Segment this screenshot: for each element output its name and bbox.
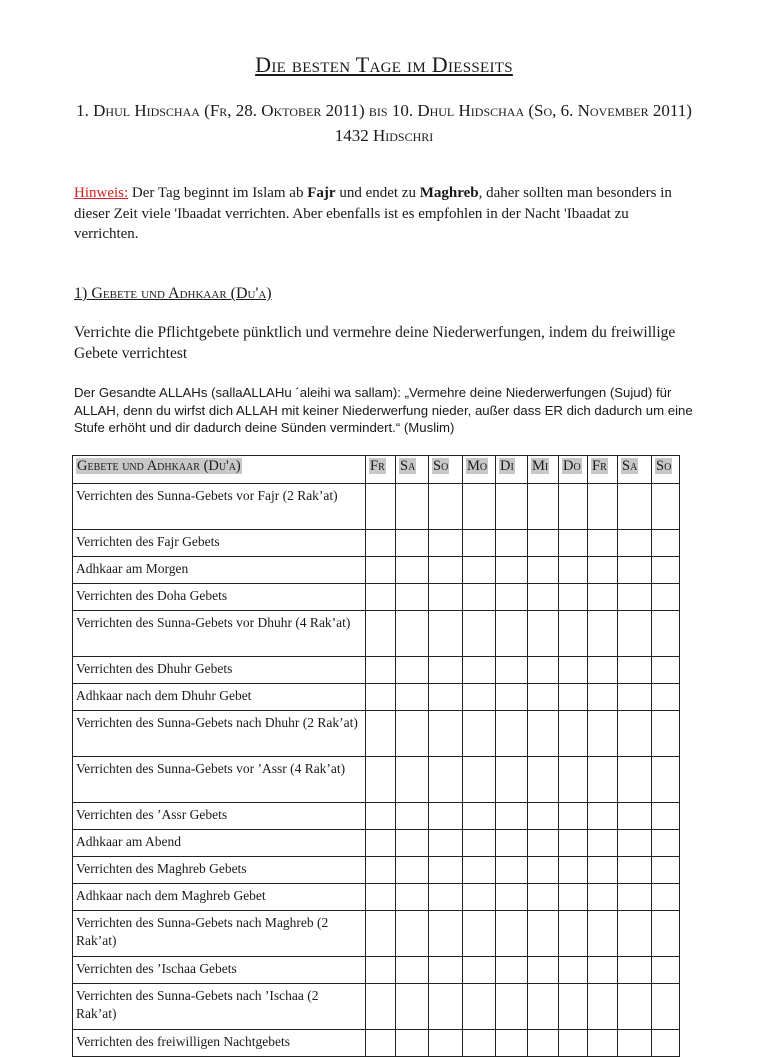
day-checkbox-cell[interactable]	[618, 484, 652, 530]
note-text: und endet zu	[335, 185, 420, 201]
table-header-activity: Gebete und Adhkaar (Du'a)	[73, 456, 366, 484]
day-checkbox-cell[interactable]	[559, 911, 588, 957]
activity-cell: Adhkaar nach dem Maghreb Gebet	[73, 884, 366, 911]
table-header-day: Sa	[618, 456, 652, 484]
table-body	[73, 484, 680, 1057]
table-row	[73, 857, 680, 884]
table-row	[73, 684, 680, 711]
day-checkbox-cell[interactable]	[366, 830, 396, 857]
day-checkbox-cell[interactable]	[366, 803, 396, 830]
day-checkbox-cell[interactable]	[463, 557, 496, 584]
day-checkbox-cell[interactable]	[366, 884, 396, 911]
day-checkbox-cell[interactable]	[463, 530, 496, 557]
day-checkbox-cell[interactable]	[396, 530, 429, 557]
table-row	[73, 584, 680, 611]
day-checkbox-cell[interactable]	[396, 557, 429, 584]
day-checkbox-cell[interactable]	[463, 984, 496, 1030]
day-checkbox-cell[interactable]	[366, 657, 396, 684]
day-checkbox-cell[interactable]	[396, 957, 429, 984]
day-checkbox-cell[interactable]	[618, 984, 652, 1030]
day-checkbox-cell[interactable]	[429, 830, 463, 857]
table-row	[73, 957, 680, 984]
day-checkbox-cell[interactable]	[496, 830, 528, 857]
checklist-table	[72, 455, 680, 1057]
activity-cell: Verrichten des Doha Gebets	[73, 584, 366, 611]
day-checkbox-cell[interactable]	[463, 657, 496, 684]
table-header-row	[73, 456, 680, 484]
day-checkbox-cell[interactable]	[396, 484, 429, 530]
table-row	[73, 530, 680, 557]
day-checkbox-cell[interactable]	[366, 957, 396, 984]
day-checkbox-cell[interactable]	[496, 484, 528, 530]
table-row	[73, 1030, 680, 1057]
day-checkbox-cell[interactable]	[463, 830, 496, 857]
day-checkbox-cell[interactable]	[496, 803, 528, 830]
day-checkbox-cell[interactable]	[652, 857, 680, 884]
day-checkbox-cell[interactable]	[463, 857, 496, 884]
day-checkbox-cell[interactable]	[588, 557, 618, 584]
day-checkbox-cell[interactable]	[652, 757, 680, 803]
day-checkbox-cell[interactable]	[396, 984, 429, 1030]
day-checkbox-cell[interactable]	[429, 584, 463, 611]
table-header-day: Mo	[463, 456, 496, 484]
table-header-day: Mi	[528, 456, 559, 484]
table-header-day: Do	[559, 456, 588, 484]
activity-cell: Verrichten des Sunna-Gebets vor Dhuhr (4 Rak’at)	[73, 611, 366, 657]
day-checkbox-cell[interactable]	[528, 911, 559, 957]
day-checkbox-cell[interactable]	[559, 611, 588, 657]
day-checkbox-cell[interactable]	[588, 530, 618, 557]
note-paragraph	[74, 183, 694, 245]
table-row	[73, 830, 680, 857]
day-checkbox-cell[interactable]	[496, 757, 528, 803]
section-heading: 1) Gebete und Adhkaar (Du'a)	[74, 285, 272, 302]
day-checkbox-cell[interactable]	[396, 657, 429, 684]
day-checkbox-cell[interactable]	[366, 711, 396, 757]
day-checkbox-cell[interactable]	[429, 1030, 463, 1057]
day-checkbox-cell[interactable]	[559, 484, 588, 530]
day-checkbox-cell[interactable]	[366, 611, 396, 657]
day-checkbox-cell[interactable]	[496, 530, 528, 557]
day-checkbox-cell[interactable]	[463, 884, 496, 911]
day-checkbox-cell[interactable]	[429, 857, 463, 884]
day-checkbox-cell[interactable]	[652, 1030, 680, 1057]
activity-cell: Verrichten des freiwilligen Nachtgebets	[73, 1030, 366, 1057]
day-checkbox-cell[interactable]	[463, 957, 496, 984]
table-row	[73, 803, 680, 830]
day-checkbox-cell[interactable]	[652, 557, 680, 584]
day-checkbox-cell[interactable]	[618, 684, 652, 711]
day-checkbox-cell[interactable]	[396, 711, 429, 757]
day-checkbox-cell[interactable]	[463, 584, 496, 611]
day-checkbox-cell[interactable]	[396, 830, 429, 857]
day-checkbox-cell[interactable]	[528, 1030, 559, 1057]
table-row	[73, 484, 680, 530]
day-checkbox-cell[interactable]	[588, 1030, 618, 1057]
day-checkbox-cell[interactable]	[588, 803, 618, 830]
day-checkbox-cell[interactable]	[396, 884, 429, 911]
day-checkbox-cell[interactable]	[618, 911, 652, 957]
day-checkbox-cell[interactable]	[559, 530, 588, 557]
activity-cell: Adhkaar am Morgen	[73, 557, 366, 584]
day-checkbox-cell[interactable]	[618, 830, 652, 857]
day-checkbox-cell[interactable]	[588, 884, 618, 911]
day-checkbox-cell[interactable]	[618, 803, 652, 830]
activity-cell: Verrichten des Sunna-Gebets nach Dhuhr (2 Rak’at)	[73, 711, 366, 757]
day-checkbox-cell[interactable]	[496, 984, 528, 1030]
day-checkbox-cell[interactable]	[559, 984, 588, 1030]
day-checkbox-cell[interactable]	[559, 957, 588, 984]
day-checkbox-cell[interactable]	[559, 757, 588, 803]
table-header-day: So	[652, 456, 680, 484]
table-header-day: Fr	[366, 456, 396, 484]
day-checkbox-cell[interactable]	[429, 530, 463, 557]
day-checkbox-cell[interactable]	[618, 557, 652, 584]
day-checkbox-cell[interactable]	[588, 857, 618, 884]
day-checkbox-cell[interactable]	[559, 657, 588, 684]
day-checkbox-cell[interactable]	[528, 657, 559, 684]
day-checkbox-cell[interactable]	[588, 957, 618, 984]
day-checkbox-cell[interactable]	[496, 911, 528, 957]
day-checkbox-cell[interactable]	[528, 757, 559, 803]
day-checkbox-cell[interactable]	[618, 857, 652, 884]
activity-cell: Verrichten des Sunna-Gebets nach Maghreb (2 Rak’at)	[73, 911, 366, 957]
table-row	[73, 884, 680, 911]
day-checkbox-cell[interactable]	[559, 584, 588, 611]
day-checkbox-cell[interactable]	[618, 657, 652, 684]
day-checkbox-cell[interactable]	[429, 984, 463, 1030]
day-checkbox-cell[interactable]	[496, 857, 528, 884]
table-row	[73, 984, 680, 1030]
day-checkbox-cell[interactable]	[496, 557, 528, 584]
day-checkbox-cell[interactable]	[652, 911, 680, 957]
page-subtitle: 1. Dhul Hidschaa (Fr, 28. Oktober 2011) bis 10. Dhul Hidschaa (So, 6. November 2011) 1432 Hidschri	[76, 101, 692, 145]
activity-cell: Verrichten des ’Assr Gebets	[73, 803, 366, 830]
day-checkbox-cell[interactable]	[588, 984, 618, 1030]
day-checkbox-cell[interactable]	[496, 684, 528, 711]
day-checkbox-cell[interactable]	[652, 957, 680, 984]
day-checkbox-cell[interactable]	[588, 484, 618, 530]
table-header-day: Sa	[396, 456, 429, 484]
activity-cell: Verrichten des ’Ischaa Gebets	[73, 957, 366, 984]
activity-cell: Verrichten des Maghreb Gebets	[73, 857, 366, 884]
day-checkbox-cell[interactable]	[559, 830, 588, 857]
day-checkbox-cell[interactable]	[366, 557, 396, 584]
day-checkbox-cell[interactable]	[528, 884, 559, 911]
day-checkbox-cell[interactable]	[463, 484, 496, 530]
day-checkbox-cell[interactable]	[618, 530, 652, 557]
day-checkbox-cell[interactable]	[496, 957, 528, 984]
intro-paragraph: Verrichte die Pflichtgebete pünktlich und vermehre deine Niederwerfungen, indem du freiwillige Gebete verrichtest	[74, 324, 676, 362]
day-checkbox-cell[interactable]	[396, 757, 429, 803]
day-checkbox-cell[interactable]	[429, 911, 463, 957]
day-checkbox-cell[interactable]	[528, 584, 559, 611]
note-text: , daher sollten man besonders in dieser Zeit viele 'Ibaadat verrichten. Aber ebenfalls ist es empfohlen in der Nacht 'Ibaadat zu verrichten.	[74, 185, 672, 242]
day-checkbox-cell[interactable]	[528, 957, 559, 984]
day-checkbox-cell[interactable]	[588, 830, 618, 857]
day-checkbox-cell[interactable]	[429, 684, 463, 711]
day-checkbox-cell[interactable]	[652, 684, 680, 711]
day-checkbox-cell[interactable]	[429, 711, 463, 757]
day-checkbox-cell[interactable]	[588, 684, 618, 711]
day-checkbox-cell[interactable]	[528, 684, 559, 711]
day-checkbox-cell[interactable]	[366, 857, 396, 884]
day-checkbox-cell[interactable]	[652, 711, 680, 757]
day-checkbox-cell[interactable]	[559, 857, 588, 884]
table-row	[73, 611, 680, 657]
day-checkbox-cell[interactable]	[528, 803, 559, 830]
day-checkbox-cell[interactable]	[559, 1030, 588, 1057]
day-checkbox-cell[interactable]	[496, 584, 528, 611]
day-checkbox-cell[interactable]	[429, 611, 463, 657]
hadith-quote: Der Gesandte ALLAHs (sallaALLAHu ´aleihi wa sallam): „Vermehre deine Niederwerfungen (Sujud) für ALLAH, denn du wirfst dich ALLAH mit keiner Niederwerfung nieder, außer dass ER dich dadurch um eine Stufe erhöht und dir dadurch deine Sünden vermindert.“ (Muslim)	[74, 385, 693, 435]
day-checkbox-cell[interactable]	[618, 1030, 652, 1057]
day-checkbox-cell[interactable]	[396, 584, 429, 611]
day-checkbox-cell[interactable]	[652, 484, 680, 530]
day-checkbox-cell[interactable]	[463, 684, 496, 711]
day-checkbox-cell[interactable]	[366, 757, 396, 803]
day-checkbox-cell[interactable]	[366, 684, 396, 711]
day-checkbox-cell[interactable]	[429, 484, 463, 530]
day-checkbox-cell[interactable]	[496, 657, 528, 684]
day-checkbox-cell[interactable]	[652, 584, 680, 611]
day-checkbox-cell[interactable]	[496, 611, 528, 657]
day-checkbox-cell[interactable]	[463, 611, 496, 657]
table-row	[73, 557, 680, 584]
day-checkbox-cell[interactable]	[618, 711, 652, 757]
day-checkbox-cell[interactable]	[429, 557, 463, 584]
table-header-day: Di	[496, 456, 528, 484]
day-checkbox-cell[interactable]	[652, 530, 680, 557]
note-text: Der Tag beginnt im Islam ab	[128, 185, 308, 201]
table-row	[73, 911, 680, 957]
day-checkbox-cell[interactable]	[559, 684, 588, 711]
day-checkbox-cell[interactable]	[618, 757, 652, 803]
day-checkbox-cell[interactable]	[528, 830, 559, 857]
day-checkbox-cell[interactable]	[652, 984, 680, 1030]
activity-cell: Adhkaar am Abend	[73, 830, 366, 857]
day-checkbox-cell[interactable]	[366, 984, 396, 1030]
activity-cell: Verrichten des Sunna-Gebets vor ’Assr (4 Rak’at)	[73, 757, 366, 803]
day-checkbox-cell[interactable]	[528, 484, 559, 530]
table-row	[73, 657, 680, 684]
activity-cell: Verrichten des Dhuhr Gebets	[73, 657, 366, 684]
day-checkbox-cell[interactable]	[496, 711, 528, 757]
day-checkbox-cell[interactable]	[618, 957, 652, 984]
day-checkbox-cell[interactable]	[652, 657, 680, 684]
table-row	[73, 711, 680, 757]
note-label: Hinweis:	[74, 185, 129, 201]
day-checkbox-cell[interactable]	[559, 557, 588, 584]
day-checkbox-cell[interactable]	[396, 611, 429, 657]
day-checkbox-cell[interactable]	[429, 884, 463, 911]
day-checkbox-cell[interactable]	[429, 803, 463, 830]
day-checkbox-cell[interactable]	[559, 711, 588, 757]
activity-cell: Verrichten des Sunna-Gebets nach ’Ischaa (2 Rak’at)	[73, 984, 366, 1030]
day-checkbox-cell[interactable]	[618, 584, 652, 611]
day-checkbox-cell[interactable]	[652, 884, 680, 911]
day-checkbox-cell[interactable]	[528, 530, 559, 557]
page-title: Die besten Tage im Diesseits	[255, 52, 513, 77]
day-checkbox-cell[interactable]	[463, 757, 496, 803]
day-checkbox-cell[interactable]	[429, 757, 463, 803]
day-checkbox-cell[interactable]	[429, 957, 463, 984]
day-checkbox-cell[interactable]	[652, 611, 680, 657]
day-checkbox-cell[interactable]	[396, 803, 429, 830]
day-checkbox-cell[interactable]	[588, 611, 618, 657]
day-checkbox-cell[interactable]	[588, 657, 618, 684]
day-checkbox-cell[interactable]	[588, 711, 618, 757]
note-bold-fajr: Fajr	[307, 185, 336, 201]
day-checkbox-cell[interactable]	[366, 484, 396, 530]
day-checkbox-cell[interactable]	[396, 684, 429, 711]
day-checkbox-cell[interactable]	[528, 711, 559, 757]
day-checkbox-cell[interactable]	[588, 584, 618, 611]
day-checkbox-cell[interactable]	[528, 984, 559, 1030]
day-checkbox-cell[interactable]	[652, 830, 680, 857]
day-checkbox-cell[interactable]	[618, 884, 652, 911]
table-header-day: So	[429, 456, 463, 484]
day-checkbox-cell[interactable]	[463, 1030, 496, 1057]
day-checkbox-cell[interactable]	[496, 884, 528, 911]
day-checkbox-cell[interactable]	[396, 1030, 429, 1057]
day-checkbox-cell[interactable]	[588, 911, 618, 957]
day-checkbox-cell[interactable]	[366, 584, 396, 611]
day-checkbox-cell[interactable]	[463, 711, 496, 757]
table-header-day: Fr	[588, 456, 618, 484]
day-checkbox-cell[interactable]	[528, 857, 559, 884]
day-checkbox-cell[interactable]	[528, 557, 559, 584]
day-checkbox-cell[interactable]	[366, 1030, 396, 1057]
day-checkbox-cell[interactable]	[366, 530, 396, 557]
activity-cell: Adhkaar nach dem Dhuhr Gebet	[73, 684, 366, 711]
day-checkbox-cell[interactable]	[366, 911, 396, 957]
day-checkbox-cell[interactable]	[463, 911, 496, 957]
day-checkbox-cell[interactable]	[528, 611, 559, 657]
day-checkbox-cell[interactable]	[652, 803, 680, 830]
day-checkbox-cell[interactable]	[618, 611, 652, 657]
activity-cell: Verrichten des Sunna-Gebets vor Fajr (2 Rak’at)	[73, 484, 366, 530]
day-checkbox-cell[interactable]	[463, 803, 496, 830]
day-checkbox-cell[interactable]	[559, 803, 588, 830]
day-checkbox-cell[interactable]	[588, 757, 618, 803]
note-bold-maghreb: Maghreb	[419, 185, 479, 201]
activity-cell: Verrichten des Fajr Gebets	[73, 530, 366, 557]
day-checkbox-cell[interactable]	[429, 657, 463, 684]
day-checkbox-cell[interactable]	[496, 1030, 528, 1057]
table-row	[73, 757, 680, 803]
day-checkbox-cell[interactable]	[396, 857, 429, 884]
day-checkbox-cell[interactable]	[396, 911, 429, 957]
day-checkbox-cell[interactable]	[559, 884, 588, 911]
